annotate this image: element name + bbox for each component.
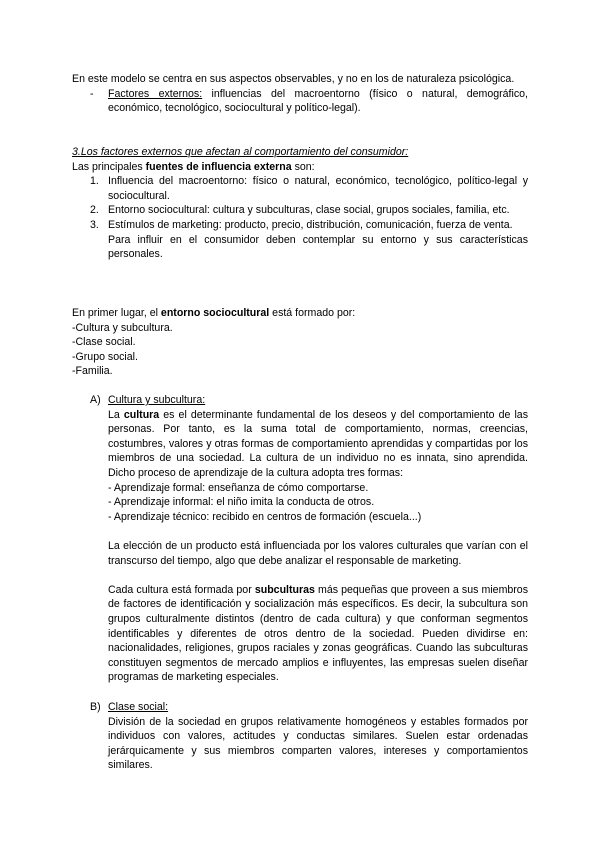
culture-paragraph: La cultura es el determinante fundamental de los deseos y del comportamiento de las personas. Por tanto, es la suma total de comportamiento, normas, creencias, costumbres, valores y otras formas de comportamiento aprendidas y compartidas por los miembros de una sociedad. La cultura de un individuo no es innata, sino aprendida. Dicho proceso de aprendizaje de la cultura adopta tres formas: — [108, 408, 528, 479]
entorno-lead: En primer lugar, el entorno sociocultural está formado por: — [72, 307, 356, 319]
entorno-list-item: -Clase social. — [72, 336, 136, 349]
entorno-list-item: -Grupo social. — [72, 350, 138, 363]
section-b-title: Clase social: — [108, 701, 169, 713]
list-number: 3. — [90, 218, 99, 231]
list-item — [72, 174, 528, 203]
social-class-paragraph: División de la sociedad en grupos relativamente homogéneos y estables formados por individuos con valores, actitudes y conductas similares. Suelen estar ordenadas jerárquicamente y sus miembros comparten valores, intereses y comportamientos similares. — [108, 715, 528, 772]
intro-block — [72, 72, 528, 116]
section-3-lead: Las principales fuentes de influencia externa son: — [72, 160, 315, 173]
section-a-title: Cultura y subcultura: — [108, 394, 206, 406]
section-3-heading: 3.Los factores externos que afectan al comportamiento del consumidor: — [72, 146, 409, 158]
section-a — [90, 393, 528, 685]
learning-form-item: - Aprendizaje técnico: recibido en centros de formación (escuela...) — [108, 510, 422, 523]
learning-form-item: - Aprendizaje informal: el niño imita la conducta de otros. — [108, 496, 375, 509]
product-choice-paragraph: La elección de un producto está influenciada por los valores culturales que varían con el transcurso del tiempo, algo que debe analizar el responsable de marketing. — [108, 539, 528, 567]
entorno-block — [72, 306, 528, 379]
entorno-list-item: -Familia. — [72, 365, 113, 378]
list-item — [72, 203, 528, 218]
list-item-text: Influencia del macroentorno: físico o natural, económico, tecnológico, político-legal y sociocultural. — [108, 175, 528, 202]
section-a-title-row — [90, 393, 528, 408]
learning-form-item: - Aprendizaje formal: enseñanza de cómo comportarse. — [108, 481, 369, 494]
external-factors-label: Factores externos: — [108, 87, 203, 100]
list-number: 1. — [90, 175, 99, 188]
external-factors-text: influencias del macroentorno (físico o natural, demográfico, económico, tecnológico, sociocultural y político-legal). — [108, 87, 528, 115]
section-b-title-row — [90, 700, 528, 715]
intro-paragraph: En este modelo se centra en sus aspectos observables, y no en los de naturaleza psicológica. — [72, 73, 515, 85]
section-b — [90, 700, 528, 773]
section-a-body — [90, 408, 528, 685]
list-number: 2. — [90, 204, 99, 217]
subculture-paragraph: Cada cultura está formada por subculturas más pequeñas que proveen a sus miembros de factores de identificación y socialización más específicos. Es decir, la subcultura son grupos culturalmente distintos (dentro de cada cultura) y que conforman segmentos identificables y diferentes de otros dentro de la sociedad. Pueden dividirse en: nacionalidades, religiones, grupos raciales y zonas geográficas. Cuando las subculturas constituyen segmentos de mercado amplios e influyentes, las empresas suelen diseñar programas de marketing especiales. — [108, 583, 528, 684]
section-a-marker: A) — [90, 394, 101, 406]
external-factors-bullet — [72, 87, 528, 116]
list-item-text: Entorno sociocultural: cultura y subculturas, clase social, grupos sociales, familia, etc. — [108, 204, 510, 217]
list-item — [72, 218, 528, 233]
entorno-list-item: -Cultura y subcultura. — [72, 321, 173, 334]
section-3-note: Para influir en el consumidor deben contemplar su entorno y sus características personales. — [108, 233, 528, 261]
bullet-marker: - — [90, 87, 94, 100]
section-b-marker: B) — [90, 701, 101, 713]
section-3 — [72, 145, 528, 262]
list-item-text: Estímulos de marketing: producto, precio, distribución, comunicación, fuerza de venta. — [108, 218, 513, 231]
